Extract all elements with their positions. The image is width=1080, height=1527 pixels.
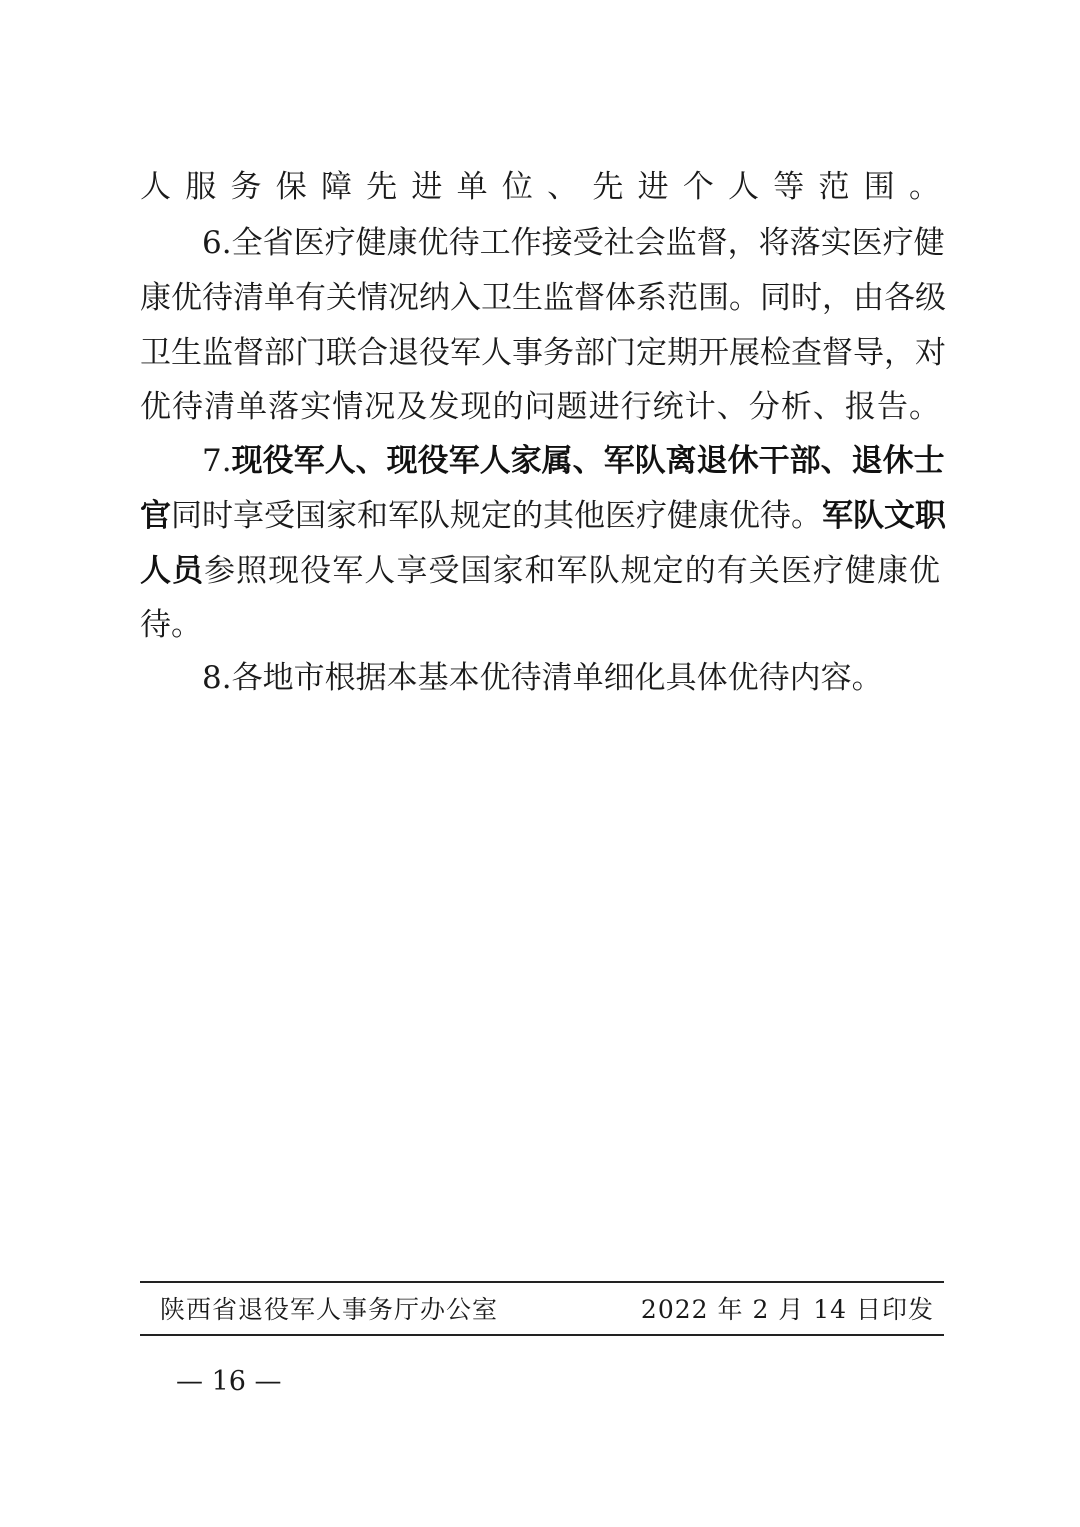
item-7-line-1 [202, 436, 945, 486]
paragraph-text: 8.各地市根据本基本优待清单细化具体优待内容。 [202, 660, 883, 696]
paragraph-text: 康优待清单有关情况纳入卫生监督体系范围。同时，由各级 [140, 280, 946, 316]
item-8-line-1 [202, 653, 940, 703]
item-7-line-2 [140, 491, 946, 541]
paragraph-text: 优待清单落实情况及发现的问题进行统计、分析、报告。 [140, 389, 940, 425]
item-7-line-4 [140, 600, 940, 650]
page-number: — 16 — [176, 1366, 282, 1397]
item-7-line-3 [140, 546, 940, 596]
paragraph-text: 人服务保障先进单位、先进个人等范围。 [140, 169, 940, 205]
footer-date: 2022 年 2 月 14 日印发 [640, 1295, 934, 1324]
item-6-line-4 [140, 382, 940, 432]
paragraph-text: 同时享受国家和军队规定的其他医疗健康优待。 [171, 498, 822, 534]
bold-text: 现役军人、现役军人家属、军队离退休干部、退休士 [231, 443, 945, 479]
paragraph-text: 参照现役军人享受国家和军队规定的有关医疗健康优 [204, 553, 941, 589]
bold-text: 军队文职 [822, 498, 946, 534]
paragraph-text: 6.全省医疗健康优待工作接受社会监督，将落实医疗健 [202, 225, 945, 261]
item-6-line-3 [140, 328, 946, 378]
bold-text: 官 [140, 498, 171, 534]
bold-text: 人员 [140, 553, 205, 589]
item-number: 7. [202, 443, 232, 479]
body-line [140, 162, 940, 212]
item-6-line-2 [140, 273, 946, 323]
paragraph-text: 待。 [140, 607, 202, 643]
footer-bottom-rule [140, 1334, 944, 1336]
item-6-line-1 [202, 218, 945, 268]
footer-issuer: 陕西省退役军人事务厅办公室 [160, 1295, 499, 1324]
footer-top-rule [140, 1281, 944, 1283]
paragraph-text: 卫生监督部门联合退役军人事务部门定期开展检查督导，对 [140, 335, 946, 371]
